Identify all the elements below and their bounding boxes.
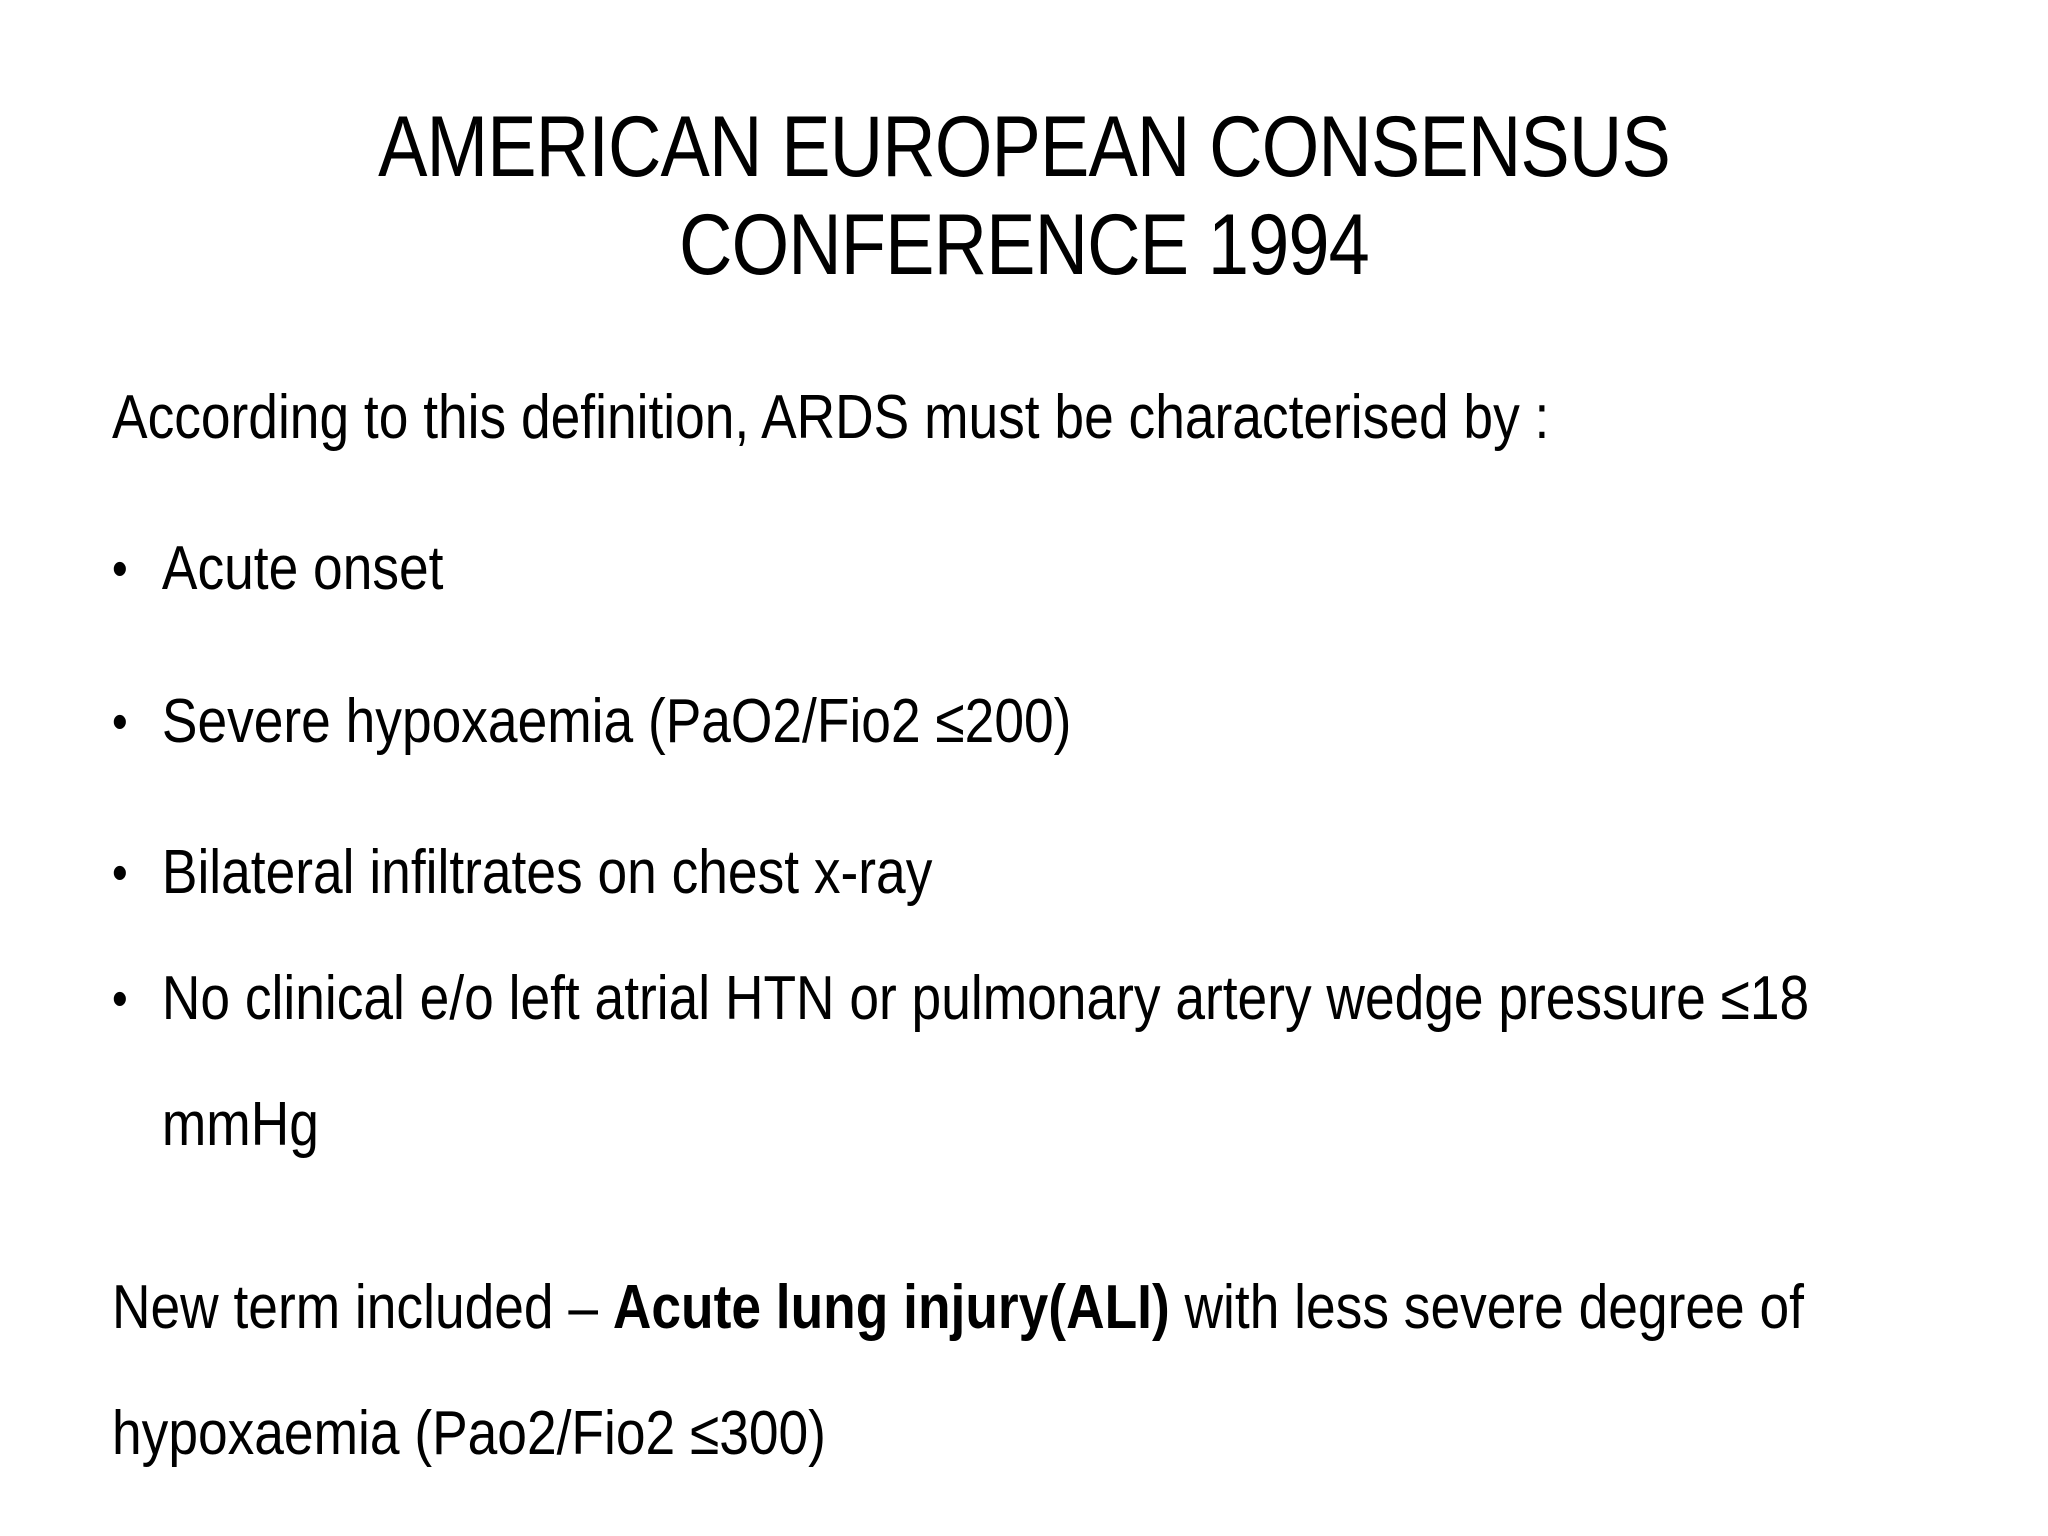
title-line-1: AMERICAN EUROPEAN CONSENSUS: [378, 99, 1670, 195]
conclusion-bold-term: Acute lung injury(ALI): [612, 1273, 1170, 1342]
list-item: [112, 686, 1809, 758]
bullet-text: Severe hypoxaemia (PaO2/Fio2 ≤200): [161, 687, 1072, 756]
slide-title: [143, 98, 1904, 294]
title-line-2: CONFERENCE 1994: [679, 197, 1369, 293]
bullet-text: Bilateral infiltrates on chest x-ray: [161, 838, 933, 907]
criteria-list: [112, 533, 1809, 1161]
bullet-icon: •: [112, 540, 128, 598]
bullet-text: No clinical e/o left atrial HTN or pulmonary artery wedge pressure ≤18: [161, 964, 1810, 1033]
list-item: [112, 533, 1809, 605]
conclusion-line-2: hypoxaemia (Pao2/Fio2 ≤300): [112, 1399, 826, 1468]
intro-text: According to this definition, ARDS must be characterised by :: [112, 383, 1550, 452]
list-item: [112, 963, 1809, 1161]
bullet-text-continuation: mmHg: [161, 1090, 319, 1159]
conclusion-text: [112, 1245, 1804, 1497]
conclusion-prefix: New term included –: [112, 1273, 613, 1342]
bullet-icon: •: [112, 693, 128, 751]
conclusion-suffix: with less severe degree of: [1169, 1273, 1804, 1342]
list-item: [112, 837, 1809, 909]
bullet-text: Acute onset: [161, 534, 444, 603]
bullet-icon: •: [112, 970, 128, 1028]
bullet-icon: •: [112, 844, 128, 902]
